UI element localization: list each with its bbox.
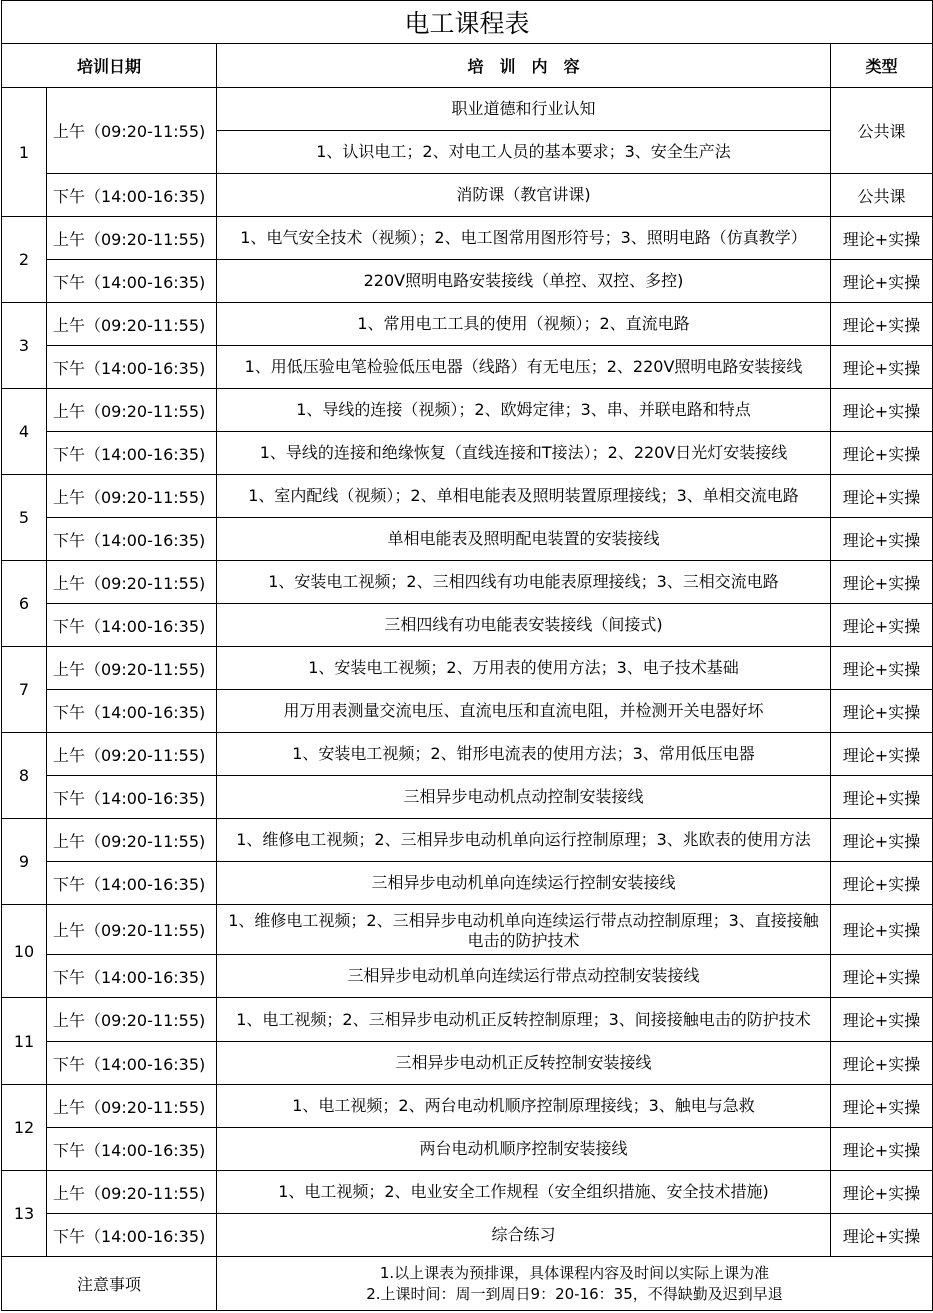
am-type: 公共课 [831,88,933,174]
pm-time: 下午（14:00-16:35) [47,1214,217,1257]
table-row [2,88,933,131]
pm-time: 下午（14:00-16:35) [47,776,217,819]
am-time: 上午（09:20-11:55) [47,88,217,174]
table-row [2,1128,933,1171]
am-content-text: 1、常用电工工具的使用（视频）；2、直流电路 [357,314,690,333]
am-content-text: 1、电工视频；2、电业安全工作规程（安全组织措施、安全技术措施) [278,1182,769,1201]
table-row [2,905,933,955]
notes-content [217,1257,933,1311]
am-content-text: 1、导线的连接（视频）；2、欧姆定律；3、串、并联电路和特点 [296,400,751,419]
pm-content: 单相电能表及照明配电装置的安装接线 [217,518,831,561]
note-line: 1.以上课表为预排课，具体课程内容及时间以实际上课为准 [379,1263,770,1282]
am-type: 理论+实操 [831,217,933,260]
table-row [2,862,933,905]
table-row [2,432,933,475]
am-content-text: 1、维修电工视频；2、三相异步电动机单向连续运行带点动控制原理；3、直接接触电击的防护技术 [228,910,819,949]
pm-content: 两台电动机顺序控制安装接线 [217,1128,831,1171]
am-content [217,217,831,260]
am-type: 理论+实操 [831,561,933,604]
day-number: 11 [2,998,47,1085]
am-time: 上午（09:20-11:55) [47,561,217,604]
table-row [2,346,933,389]
table-row [2,647,933,690]
pm-type: 理论+实操 [831,862,933,905]
am-time: 上午（09:20-11:55) [47,217,217,260]
pm-time: 下午（14:00-16:35) [47,1042,217,1085]
course-schedule-table [1,0,933,1311]
am-type: 理论+实操 [831,1171,933,1214]
pm-content: 三相异步电动机正反转控制安装接线 [217,1042,831,1085]
pm-time: 下午（14:00-16:35) [47,862,217,905]
table-row [2,955,933,998]
am-time: 上午（09:20-11:55) [47,1085,217,1128]
am-content [217,647,831,690]
am-type: 理论+实操 [831,647,933,690]
day-number: 6 [2,561,47,647]
am-content: 职业道德和行业认知 [217,88,831,131]
pm-type: 理论+实操 [831,518,933,561]
header-date: 培训日期 [2,44,217,88]
notes-row [2,1257,933,1311]
am-type: 理论+实操 [831,475,933,518]
am-time: 上午（09:20-11:55) [47,389,217,432]
day-number: 2 [2,217,47,303]
note-line: 2.上课时间：周一到周日9：20-16：35，不得缺勤及迟到早退 [366,1284,783,1303]
am-content-text: 1、电气安全技术（视频）；2、电工图常用图形符号；3、照明电路（仿真教学） [240,228,807,247]
am-type: 理论+实操 [831,303,933,346]
pm-type: 理论+实操 [831,260,933,303]
pm-content: 1、用低压验电笔检验低压电器（线路）有无电压；2、220V照明电路安装接线 [217,346,831,389]
pm-time: 下午（14:00-16:35) [47,432,217,475]
am-time: 上午（09:20-11:55) [47,475,217,518]
pm-content: 三相异步电动机点动控制安装接线 [217,776,831,819]
am-time: 上午（09:20-11:55) [47,733,217,776]
table-row [2,604,933,647]
am-content-text: 1、维修电工视频；2、三相异步电动机单向运行控制原理；3、兆欧表的使用方法 [236,830,811,849]
day-number: 12 [2,1085,47,1171]
day-number: 1 [2,88,47,217]
am-time: 上午（09:20-11:55) [47,1171,217,1214]
pm-type: 理论+实操 [831,346,933,389]
am-content-text: 1、电工视频；2、两台电动机顺序控制原理接线；3、触电与急救 [292,1096,755,1115]
day-number: 9 [2,819,47,905]
am-content-text: 1、安装电工视频；2、三相四线有功电能表原理接线；3、三相交流电路 [268,572,779,591]
day-number: 8 [2,733,47,819]
table-row [2,776,933,819]
pm-content: 三相异步电动机单向连续运行带点动控制安装接线 [217,955,831,998]
am-content [217,561,831,604]
pm-type: 理论+实操 [831,1042,933,1085]
day-number: 10 [2,905,47,998]
am-content [217,733,831,776]
header-type: 类型 [831,44,933,88]
pm-time: 下午（14:00-16:35) [47,518,217,561]
am-type: 理论+实操 [831,389,933,432]
am-time: 上午（09:20-11:55) [47,998,217,1042]
page-title: 电工课程表 [2,1,933,44]
pm-time: 下午（14:00-16:35) [47,955,217,998]
am-type: 理论+实操 [831,998,933,1042]
table-row [2,561,933,604]
pm-time: 下午（14:00-16:35) [47,1128,217,1171]
pm-type: 理论+实操 [831,432,933,475]
am-time: 上午（09:20-11:55) [47,905,217,955]
pm-time: 下午（14:00-16:35) [47,604,217,647]
pm-time: 下午（14:00-16:35) [47,346,217,389]
table-row [2,1085,933,1128]
am-content: 1、认识电工；2、对电工人员的基本要求；3、安全生产法 [217,131,831,174]
pm-content: 220V照明电路安装接线（单控、双控、多控) [217,260,831,303]
am-content-text: 1、安装电工视频；2、钳形电流表的使用方法；3、常用低压电器 [292,744,755,763]
pm-time: 下午（14:00-16:35) [47,174,217,217]
day-number: 4 [2,389,47,475]
table-row [2,998,933,1042]
day-number: 3 [2,303,47,389]
am-type: 理论+实操 [831,905,933,955]
pm-content: 消防课（教官讲课) [217,174,831,217]
table-row [2,518,933,561]
pm-content: 综合练习 [217,1214,831,1257]
pm-type: 理论+实操 [831,776,933,819]
am-type: 理论+实操 [831,733,933,776]
am-content-text: 1、电工视频；2、三相异步电动机正反转控制原理；3、间接接触电击的防护技术 [236,1009,811,1029]
table-row [2,1171,933,1214]
day-number: 13 [2,1171,47,1257]
table-row [2,217,933,260]
header-content: 培 训 内 容 [217,44,831,88]
table-row [2,260,933,303]
am-time: 上午（09:20-11:55) [47,819,217,862]
am-type: 理论+实操 [831,1085,933,1128]
am-content [217,303,831,346]
am-content [217,819,831,862]
am-content-text: 1、安装电工视频；2、万用表的使用方法；3、电子技术基础 [308,658,739,677]
table-row [2,174,933,217]
pm-time: 下午（14:00-16:35) [47,260,217,303]
table-row [2,303,933,346]
table-row [2,1214,933,1257]
table-row [2,389,933,432]
pm-content: 三相四线有功电能表安装接线（间接式) [217,604,831,647]
pm-type: 理论+实操 [831,604,933,647]
table-row [2,690,933,733]
table-row [2,819,933,862]
pm-time: 下午（14:00-16:35) [47,690,217,733]
notes-label: 注意事项 [2,1257,217,1311]
am-content [217,998,831,1042]
pm-type: 理论+实操 [831,1128,933,1171]
am-content [217,475,831,518]
am-content-text: 1、室内配线（视频）；2、单相电能表及照明装置原理接线；3、单相交流电路 [248,486,799,505]
am-content [217,389,831,432]
table-row [2,475,933,518]
pm-content: 1、导线的连接和绝缘恢复（直线连接和T接法）；2、220V日光灯安装接线 [217,432,831,475]
table-row [2,1042,933,1085]
am-content [217,905,831,955]
pm-content: 三相异步电动机单向连续运行控制安装接线 [217,862,831,905]
am-content [217,1085,831,1128]
am-type: 理论+实操 [831,819,933,862]
table-row [2,733,933,776]
am-time: 上午（09:20-11:55) [47,303,217,346]
pm-type: 理论+实操 [831,1214,933,1257]
pm-content: 用万用表测量交流电压、直流电压和直流电阻，并检测开关电器好坏 [217,690,831,733]
am-content [217,1171,831,1214]
pm-type: 理论+实操 [831,690,933,733]
pm-type: 公共课 [831,174,933,217]
am-time: 上午（09:20-11:55) [47,647,217,690]
day-number: 7 [2,647,47,733]
day-number: 5 [2,475,47,561]
pm-type: 理论+实操 [831,955,933,998]
